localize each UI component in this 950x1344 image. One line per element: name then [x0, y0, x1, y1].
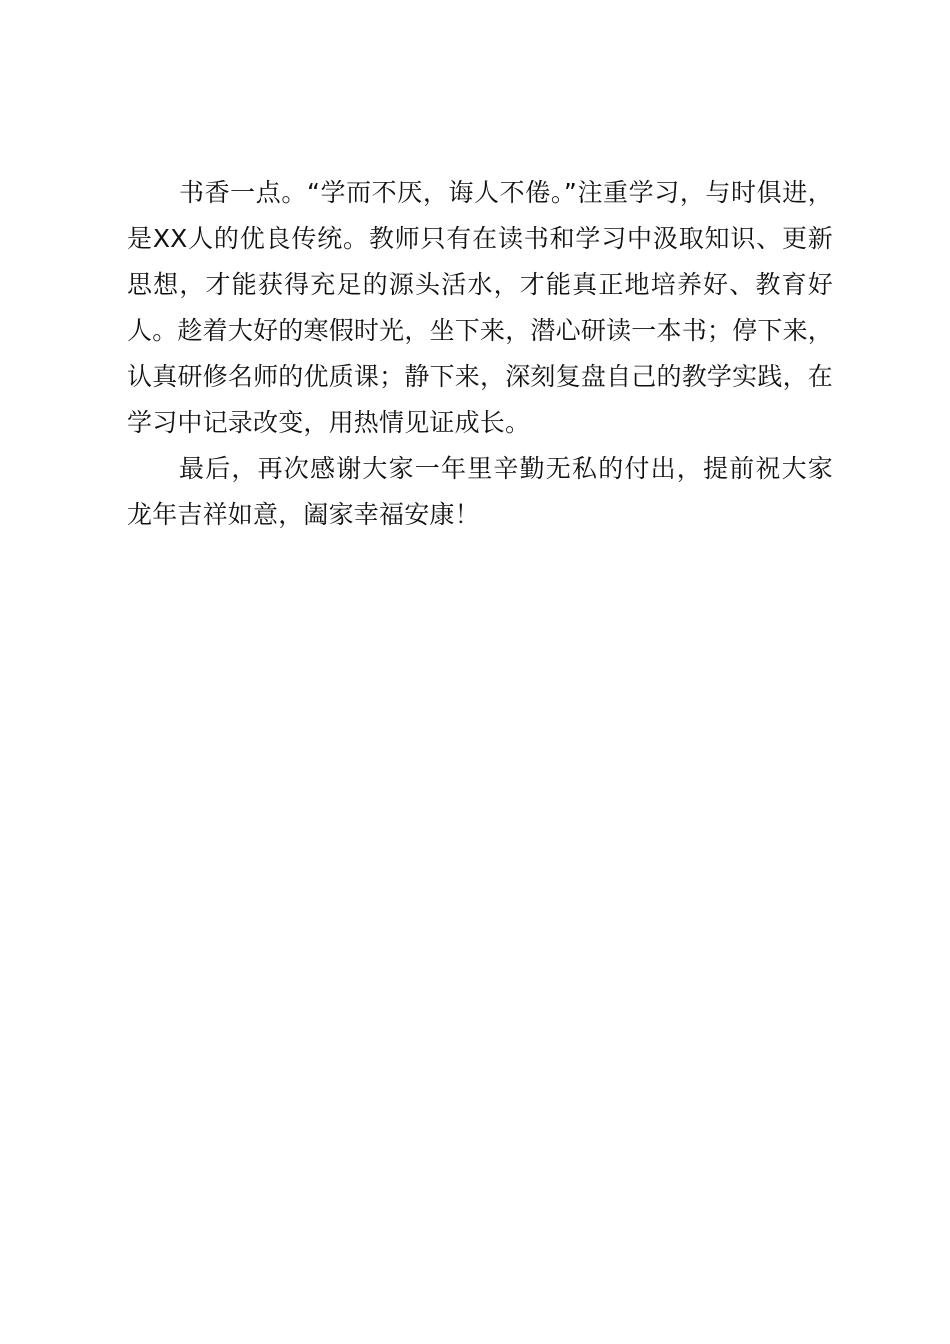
paragraph-closing: 最后，再次感谢大家一年里辛勤无私的付出，提前祝大家龙年吉祥如意，阖家幸福安康！ [127, 454, 833, 529]
document-body [127, 170, 833, 538]
paragraph-reading: 书香一点。“学而不厌，诲人不倦。”注重学习，与时俱进，是XX人的优良传统。教师只有在读书和学习中汲取知识、更新思想，才能获得充足的源头活水，才能真正地培养好、教育好人。趁着大好的寒假时光，坐下来，潜心研读一本书；停下来，认真研修名师的优质课；静下来，深刻复盘自己的教学实践，在学习中记录改变，用热情见证成长。 [127, 178, 833, 437]
